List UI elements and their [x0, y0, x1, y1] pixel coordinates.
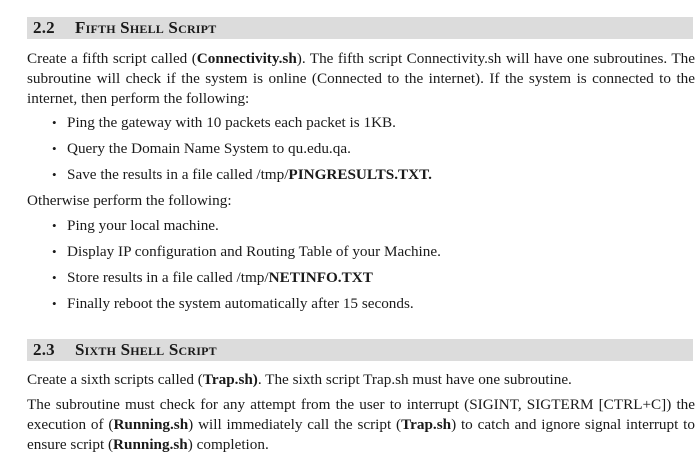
bullet-icon: •: [52, 296, 57, 311]
text-run: Create a sixth scripts called (: [27, 371, 203, 388]
text-run: ) will immediately call the script (: [188, 416, 402, 433]
list-item-text: Save the results in a file called /tmp/: [67, 166, 289, 183]
bullet-icon: •: [52, 115, 57, 130]
section-title: Fifth Shell Script: [75, 18, 217, 37]
section-header-2-3: [27, 339, 693, 361]
script-name-running: Running.sh: [113, 436, 188, 453]
list-item-bold: PINGRESULTS.TXT.: [288, 166, 432, 183]
list-item-text: Display IP configuration and Routing Table of your Machine.: [67, 243, 441, 260]
list-item-text: Query the Domain Name System to qu.edu.qa.: [67, 140, 351, 157]
text-run: . The sixth script Trap.sh must have one subroutine.: [257, 371, 572, 388]
list-item: [52, 113, 396, 133]
bullet-icon: •: [52, 244, 57, 259]
text-run: ). The fifth script Connectivity.sh will have one subroutines. The subroutine will check if the system is online (Connected to the internet). If the system is connected to the internet, then perform the following:: [27, 50, 695, 107]
body-paragraph-2-3: [27, 395, 695, 455]
list-item-text: Store results in a file called /tmp/: [67, 269, 269, 286]
script-name-running: Running.sh: [113, 416, 189, 433]
section-number: 2.2: [33, 18, 55, 37]
list-item-bold: NETINFO.TXT: [268, 269, 373, 286]
list-item: [52, 139, 351, 159]
bullet-icon: •: [52, 141, 57, 156]
bullet-icon: •: [52, 218, 57, 233]
text-run: Create a fifth script called (: [27, 50, 197, 67]
list-item: [52, 216, 219, 236]
bullet-icon: •: [52, 167, 57, 182]
script-name-connectivity: Connectivity.sh: [196, 50, 297, 67]
text-run: ) completion.: [187, 436, 269, 453]
text-run: The subroutine must check for any attempt from the user to interrupt (SIGINT, SIGTERM [CTRL+C]) the execution of (: [27, 396, 695, 433]
list-item: [52, 294, 414, 314]
list-item: [52, 268, 373, 288]
otherwise-line: Otherwise perform the following:: [27, 192, 232, 209]
script-name-trap: Trap.sh): [202, 371, 258, 388]
intro-paragraph-2-3: [27, 370, 695, 390]
text-run: ) to catch and ignore signal interrupt to ensure script (: [27, 416, 695, 453]
section-title: Sixth Shell Script: [75, 340, 217, 359]
list-item-text: Ping your local machine.: [67, 217, 219, 234]
section-header-2-2: [27, 17, 693, 39]
section-number: 2.3: [33, 340, 55, 359]
intro-paragraph-2-2: [27, 49, 695, 109]
list-item: [52, 242, 441, 262]
list-item-text: Ping the gateway with 10 packets each packet is 1KB.: [67, 114, 396, 131]
list-item-text: Finally reboot the system automatically after 15 seconds.: [67, 295, 414, 312]
list-item: [52, 165, 432, 185]
script-name-trap: Trap.sh: [401, 416, 452, 433]
bullet-icon: •: [52, 270, 57, 285]
